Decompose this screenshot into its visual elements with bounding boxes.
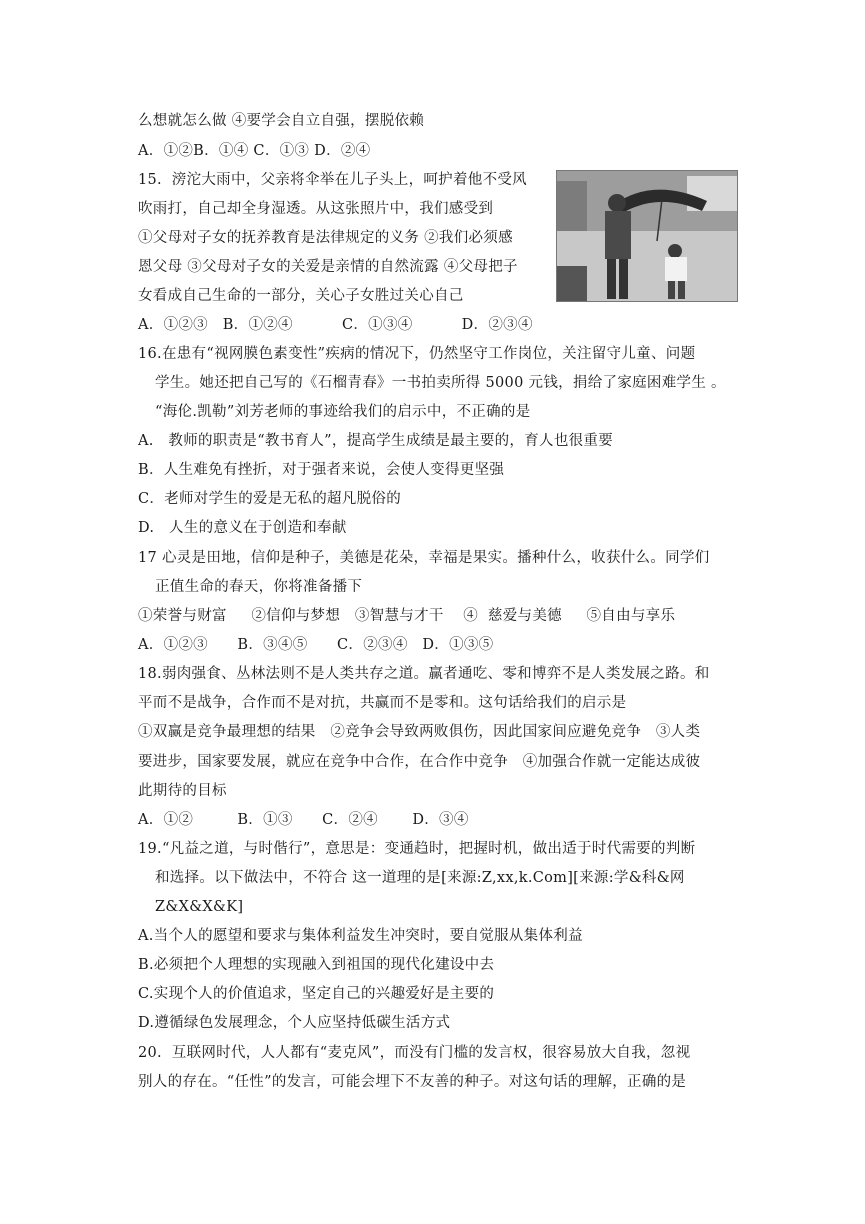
question-20: 20. 互联网时代，人人都有“麦克风”，而没有门槛的发言权，很容易放大自我，忽视 — [138, 1045, 691, 1061]
text-line: 正值生命的春天，你将准备播下 — [155, 579, 363, 595]
text-line: 和选择。以下做法中，不符合 这一道理的是[来源:Z,xx,k.Com][来源:学&科&网 — [155, 870, 685, 886]
question-18: 18.弱肉强食、丛林法则不是人类共存之道。赢者通吃、零和博弈不是人类发展之路。和 — [138, 666, 710, 682]
answer-options: A．①② B．①③ C．②④ D．③④ — [138, 812, 469, 828]
question-16: 16.在患有“视网膜色素变性”疾病的情况下，仍然坚守工作岗位，关注留守儿童、问题 — [138, 346, 696, 362]
option-a: A. 教师的职责是“教书育人”，提高学生成绩是最主要的，育人也很重要 — [138, 433, 614, 449]
text-line: 恩父母 ③父母对子女的关爱是亲情的自然流露 ④父母把子 — [138, 259, 518, 275]
question-17: 17 心灵是田地，信仰是种子，美德是花朵，幸福是果实。播种什么，收获什么。同学们 — [138, 550, 710, 566]
text-line: 学生。她还把自己写的《石榴青春》一书拍卖所得 5000 元钱，捐给了家庭困难学生 。 — [155, 375, 726, 391]
text-line: Z&X&X&K] — [155, 899, 244, 915]
text-line: 平而不是战争，合作而不是对抗，共赢而不是零和。这句话给我们的启示是 — [138, 695, 627, 711]
father-son-umbrella-photo — [556, 170, 738, 302]
option-a: A.当个人的愿望和要求与集体利益发生冲突时，要自觉服从集体利益 — [138, 928, 583, 944]
answer-options: A．①②B．①④ C．①③ D．②④ — [138, 143, 371, 159]
option-b: B.必须把个人理想的实现融入到祖国的现代化建设中去 — [138, 957, 495, 973]
text-line: ①双赢是竞争最理想的结果 ②竞争会导致两败俱伤，因此国家间应避免竞争 ③人类 — [138, 724, 701, 740]
answer-options: A．①②③ B．③④⑤ C．②③④ D．①③⑤ — [138, 637, 494, 653]
option-d: D. 人生的意义在于创造和奉献 — [138, 520, 347, 536]
text-line: ①父母对子女的抚养教育是法律规定的义务 ②我们必须感 — [138, 230, 513, 246]
question-19: 19.“凡益之道，与时偕行”，意思是：变通趋时，把握时机，做出适于时代需要的判断 — [138, 841, 696, 857]
answer-options: A．①②③ B．①②④ C．①③④ D．②③④ — [138, 317, 533, 333]
text-line: 要进步，国家要发展，就应在竞争中合作，在合作中竞争 ④加强合作就一定能达成彼 — [138, 754, 701, 770]
text-line: 女看成自己生命的一部分，关心子女胜过关心自己 — [138, 288, 464, 304]
text-line: “海伦.凯勒”刘芳老师的事迹给我们的启示中，不正确的是 — [155, 404, 531, 420]
option-b: B．人生难免有挫折，对于强者来说，会使人变得更坚强 — [138, 462, 505, 478]
option-c: C．老师对学生的爱是无私的超凡脱俗的 — [138, 491, 401, 507]
text-line: 么想就怎么做 ④要学会自立自强，摆脱依赖 — [138, 113, 425, 129]
text-line: ①荣誉与财富 ②信仰与梦想 ③智慧与才干 ④ 慈爱与美德 ⑤自由与享乐 — [138, 608, 676, 624]
text-line: 此期待的目标 — [138, 783, 227, 799]
option-d: D.遵循绿色发展理念，个人应坚持低碳生活方式 — [138, 1015, 451, 1031]
option-c: C.实现个人的价值追求，坚定自己的兴趣爱好是主要的 — [138, 986, 495, 1002]
text-line: 别人的存在。“任性”的发言，可能会埋下不友善的种子。对这句话的理解，正确的是 — [138, 1074, 687, 1090]
question-15: 15. 滂沱大雨中，父亲将伞举在儿子头上，呵护着他不受风 — [138, 172, 527, 188]
text-line: 吹雨打，自己却全身湿透。从这张照片中，我们感受到 — [138, 201, 494, 217]
